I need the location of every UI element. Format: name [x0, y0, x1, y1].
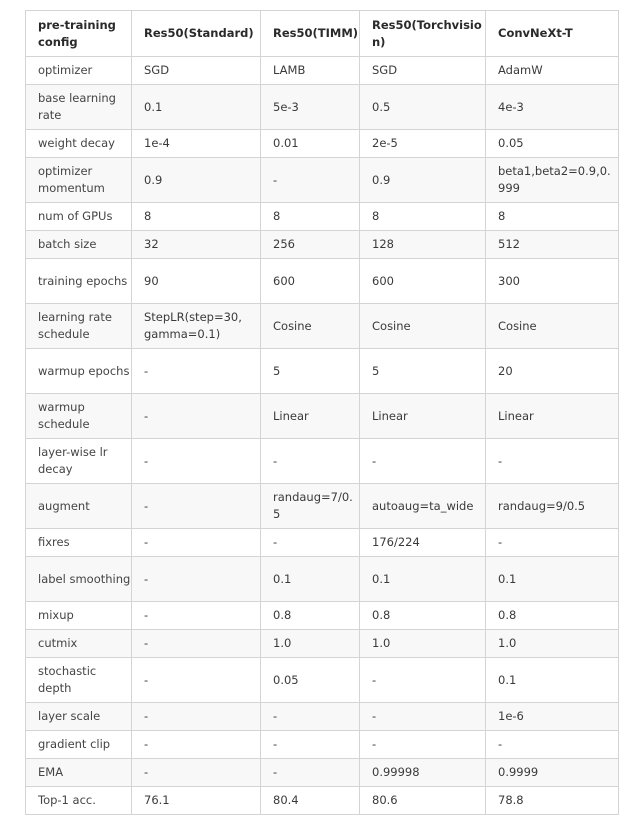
- table-cell: SGD: [132, 57, 261, 85]
- table-row: [26, 484, 619, 529]
- table-cell: Linear: [486, 394, 619, 439]
- table-row: [26, 259, 619, 304]
- table-cell: 20: [486, 349, 619, 394]
- table-cell: -: [132, 557, 261, 602]
- table-cell: 600: [261, 259, 360, 304]
- table-cell: 5: [360, 349, 486, 394]
- row-label: label smoothing: [26, 557, 132, 602]
- table-cell: -: [360, 439, 486, 484]
- row-label: optimizer momentum: [26, 158, 132, 203]
- table-row: [26, 349, 619, 394]
- table-cell: 0.5: [360, 85, 486, 130]
- row-label: num of GPUs: [26, 203, 132, 231]
- row-label: optimizer: [26, 57, 132, 85]
- table-cell: beta1,beta2=0.9,0.999: [486, 158, 619, 203]
- table-cell: 0.05: [486, 130, 619, 158]
- row-label: weight decay: [26, 130, 132, 158]
- row-label: cutmix: [26, 630, 132, 658]
- table-cell: 8: [360, 203, 486, 231]
- row-label: fixres: [26, 529, 132, 557]
- table-cell: 128: [360, 231, 486, 259]
- table-header-row: [26, 11, 619, 57]
- table-cell: 0.1: [486, 658, 619, 703]
- table-cell: -: [132, 394, 261, 439]
- table-cell: 5e-3: [261, 85, 360, 130]
- table-row: [26, 630, 619, 658]
- table-cell: 0.99998: [360, 759, 486, 787]
- table-cell: 76.1: [132, 787, 261, 815]
- row-label: warmup schedule: [26, 394, 132, 439]
- table-cell: 8: [261, 203, 360, 231]
- table-cell: 1e-4: [132, 130, 261, 158]
- table-cell: Cosine: [261, 304, 360, 349]
- table-cell: -: [132, 658, 261, 703]
- table-cell: 176/224: [360, 529, 486, 557]
- table-cell: 0.1: [132, 85, 261, 130]
- table-cell: 0.1: [360, 557, 486, 602]
- table-row: [26, 602, 619, 630]
- table-cell: 1.0: [261, 630, 360, 658]
- table-cell: 8: [486, 203, 619, 231]
- table-cell: 2e-5: [360, 130, 486, 158]
- table-cell: 78.8: [486, 787, 619, 815]
- table-row: [26, 158, 619, 203]
- table-cell: -: [132, 602, 261, 630]
- table-cell: -: [132, 731, 261, 759]
- table-cell: 0.9: [132, 158, 261, 203]
- table-cell: 0.1: [261, 557, 360, 602]
- table-cell: -: [486, 731, 619, 759]
- table-cell: -: [132, 439, 261, 484]
- table-cell: 256: [261, 231, 360, 259]
- table-cell: AdamW: [486, 57, 619, 85]
- table-cell: 0.8: [261, 602, 360, 630]
- row-label: base learning rate: [26, 85, 132, 130]
- table-cell: -: [261, 529, 360, 557]
- table-row: [26, 731, 619, 759]
- table-row: [26, 304, 619, 349]
- table-cell: 80.6: [360, 787, 486, 815]
- table-row: [26, 130, 619, 158]
- table-cell: -: [486, 529, 619, 557]
- table-cell: -: [132, 703, 261, 731]
- table-cell: -: [132, 484, 261, 529]
- row-label: layer scale: [26, 703, 132, 731]
- table-cell: -: [132, 349, 261, 394]
- table-cell: -: [486, 439, 619, 484]
- table-cell: -: [261, 439, 360, 484]
- table-row: [26, 557, 619, 602]
- row-label: learning rate schedule: [26, 304, 132, 349]
- table-cell: 512: [486, 231, 619, 259]
- table-cell: -: [132, 630, 261, 658]
- table-cell: 0.9: [360, 158, 486, 203]
- row-label: Top-1 acc.: [26, 787, 132, 815]
- table-cell: 0.01: [261, 130, 360, 158]
- table-cell: 32: [132, 231, 261, 259]
- table-cell: 0.8: [486, 602, 619, 630]
- table-cell: 8: [132, 203, 261, 231]
- table-row: [26, 759, 619, 787]
- table-cell: randaug=7/0.5: [261, 484, 360, 529]
- table-cell: -: [132, 759, 261, 787]
- table-cell: 0.9999: [486, 759, 619, 787]
- table-row: [26, 787, 619, 815]
- table-cell: Cosine: [360, 304, 486, 349]
- row-label: training epochs: [26, 259, 132, 304]
- row-label: gradient clip: [26, 731, 132, 759]
- table-cell: Cosine: [486, 304, 619, 349]
- header-config: pre-training config: [26, 11, 132, 57]
- table-row: [26, 85, 619, 130]
- table-row: [26, 439, 619, 484]
- table-cell: 1.0: [360, 630, 486, 658]
- table-cell: 600: [360, 259, 486, 304]
- row-label: warmup epochs: [26, 349, 132, 394]
- header-res50-standard: Res50(Standard): [132, 11, 261, 57]
- table-cell: -: [360, 703, 486, 731]
- table-cell: 0.8: [360, 602, 486, 630]
- table-row: [26, 231, 619, 259]
- table-cell: -: [261, 731, 360, 759]
- table-cell: LAMB: [261, 57, 360, 85]
- header-convnext-t: ConvNeXt-T: [486, 11, 619, 57]
- header-res50-torchvision: Res50(Torchvision): [360, 11, 486, 57]
- table-cell: autoaug=ta_wide: [360, 484, 486, 529]
- table-cell: 0.05: [261, 658, 360, 703]
- table-cell: 0.1: [486, 557, 619, 602]
- table-row: [26, 529, 619, 557]
- table-cell: StepLR(step=30, gamma=0.1): [132, 304, 261, 349]
- table-cell: -: [261, 759, 360, 787]
- table-cell: -: [360, 731, 486, 759]
- table-row: [26, 203, 619, 231]
- table-cell: -: [261, 158, 360, 203]
- table-cell: 80.4: [261, 787, 360, 815]
- table-cell: 5: [261, 349, 360, 394]
- row-label: mixup: [26, 602, 132, 630]
- table-cell: 300: [486, 259, 619, 304]
- row-label: batch size: [26, 231, 132, 259]
- table-cell: -: [261, 703, 360, 731]
- table-cell: 1e-6: [486, 703, 619, 731]
- table-cell: -: [360, 658, 486, 703]
- row-label: EMA: [26, 759, 132, 787]
- table-cell: 1.0: [486, 630, 619, 658]
- table-cell: Linear: [261, 394, 360, 439]
- table-row: [26, 394, 619, 439]
- table-cell: -: [132, 529, 261, 557]
- table-row: [26, 57, 619, 85]
- header-res50-timm: Res50(TIMM): [261, 11, 360, 57]
- pretraining-config-table: [25, 10, 619, 815]
- row-label: stochastic depth: [26, 658, 132, 703]
- table-row: [26, 703, 619, 731]
- table-cell: SGD: [360, 57, 486, 85]
- row-label: augment: [26, 484, 132, 529]
- table-cell: 90: [132, 259, 261, 304]
- table-cell: 4e-3: [486, 85, 619, 130]
- table-cell: randaug=9/0.5: [486, 484, 619, 529]
- config-table-container: [25, 10, 618, 815]
- table-row: [26, 658, 619, 703]
- row-label: layer-wise lr decay: [26, 439, 132, 484]
- table-cell: Linear: [360, 394, 486, 439]
